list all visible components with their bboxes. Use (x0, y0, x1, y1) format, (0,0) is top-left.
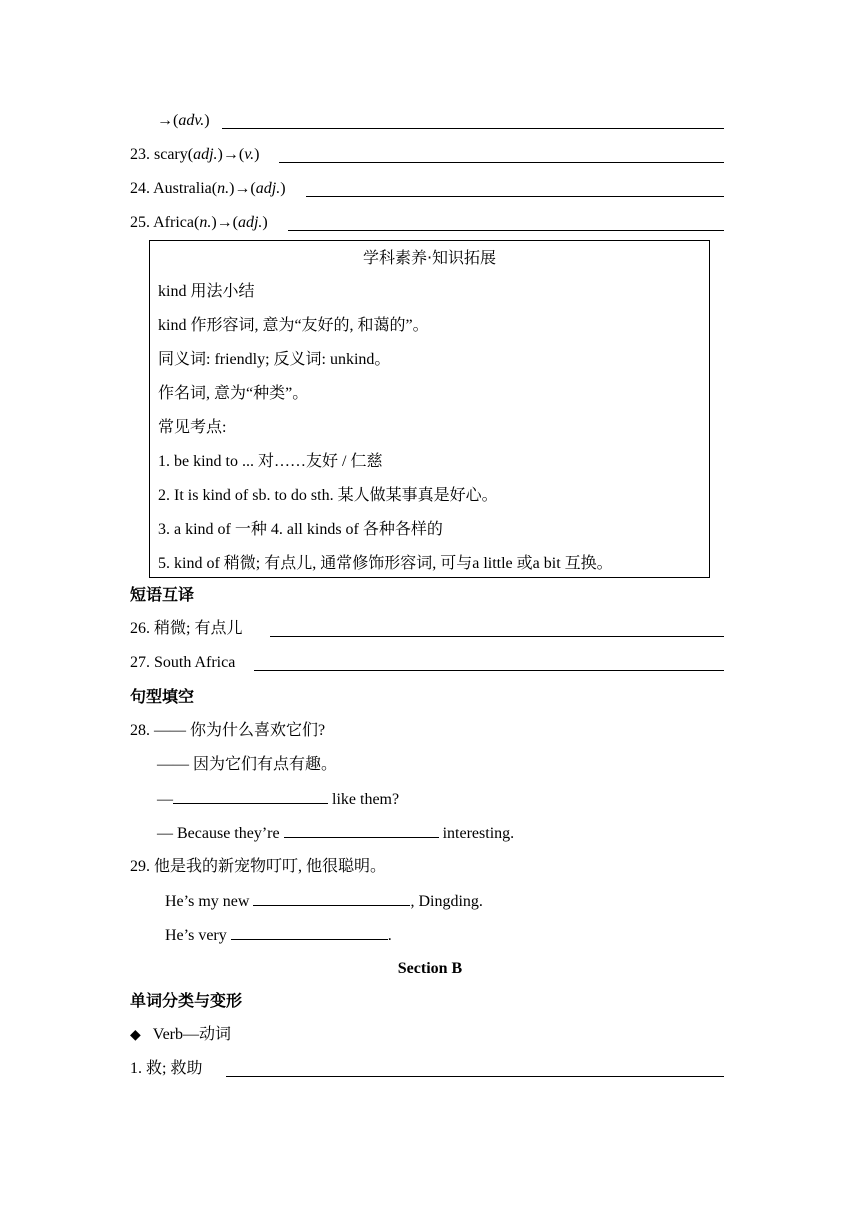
category-line (130, 1024, 231, 1046)
vocab-item: 25. Africa(n.)→(adj.) (130, 214, 268, 231)
phrase-item: 27. South Africa (130, 654, 236, 671)
question-29-fill-line (165, 924, 392, 946)
knowledge-line: kind 用法小结 (158, 283, 255, 300)
answer-blank[interactable] (226, 1076, 724, 1077)
fill-blank[interactable] (173, 788, 328, 804)
knowledge-box (149, 240, 710, 578)
diamond-bullet-icon: ◆ (130, 1027, 141, 1043)
fill-text: — Because they’re (157, 825, 284, 842)
question-29-fill-line (165, 890, 483, 912)
knowledge-line: 1. be kind to ... 对……友好 / 仁慈 (158, 453, 383, 470)
vocab-item: 24. Australia(n.)→(adj.) (130, 180, 286, 197)
question-28-fill-line (157, 822, 514, 844)
fill-text: , Dingding. (410, 893, 483, 910)
vocab-item: 23. scary(adj.)→(v.) (130, 146, 260, 163)
knowledge-line: 3. a kind of 一种 4. all kinds of 各种各样的 (158, 521, 443, 538)
question-29-prompt: 29. 他是我的新宠物叮叮, 他很聪明。 (130, 858, 387, 875)
section-heading-word: 单词分类与变形 (130, 991, 243, 1010)
fill-text: like them? (328, 791, 400, 808)
answer-blank[interactable] (254, 670, 724, 671)
category-label: Verb—动词 (152, 1026, 231, 1043)
knowledge-line: 2. It is kind of sb. to do sth. 某人做某事真是好心。 (158, 487, 498, 504)
section-b-title: Section B (397, 960, 463, 977)
knowledge-line: kind 作形容词, 意为“友好的, 和蔼的”。 (158, 317, 429, 334)
answer-blank[interactable] (288, 230, 724, 231)
fill-text: He’s my new (165, 893, 254, 910)
knowledge-box-title: 学科素养·知识拓展 (362, 248, 497, 267)
fill-blank[interactable] (284, 822, 439, 838)
answer-blank[interactable] (279, 162, 724, 163)
section-heading-sentence: 句型填空 (130, 687, 195, 706)
vocab-item: →(adv.) (157, 112, 210, 129)
fill-blank[interactable] (231, 924, 388, 940)
fill-text: . (387, 927, 392, 944)
knowledge-line: 作名词, 意为“种类”。 (158, 385, 309, 402)
answer-blank[interactable] (222, 128, 724, 129)
dash: — (157, 791, 173, 808)
knowledge-line: 常见考点: (158, 419, 227, 436)
fill-text: interesting. (438, 825, 515, 842)
phrase-item: 26. 稍微; 有点儿 (130, 620, 243, 637)
answer-blank[interactable] (306, 196, 724, 197)
question-28-fill-line (157, 788, 399, 810)
section-heading-phrase: 短语互译 (130, 585, 195, 604)
fill-blank[interactable] (253, 890, 410, 906)
question-28-prompt: 28. —— 你为什么喜欢它们? (130, 722, 326, 739)
knowledge-line: 同义词: friendly; 反义词: unkind。 (158, 351, 391, 368)
verb-item: 1. 救; 救助 (130, 1060, 203, 1077)
knowledge-line: 5. kind of 稍微; 有点儿, 通常修饰形容词, 可与a little 或a bit 互换。 (158, 555, 613, 572)
answer-blank[interactable] (270, 636, 724, 637)
question-28-prompt-answer: —— 因为它们有点有趣。 (157, 756, 338, 773)
fill-text: He’s very (165, 927, 231, 944)
